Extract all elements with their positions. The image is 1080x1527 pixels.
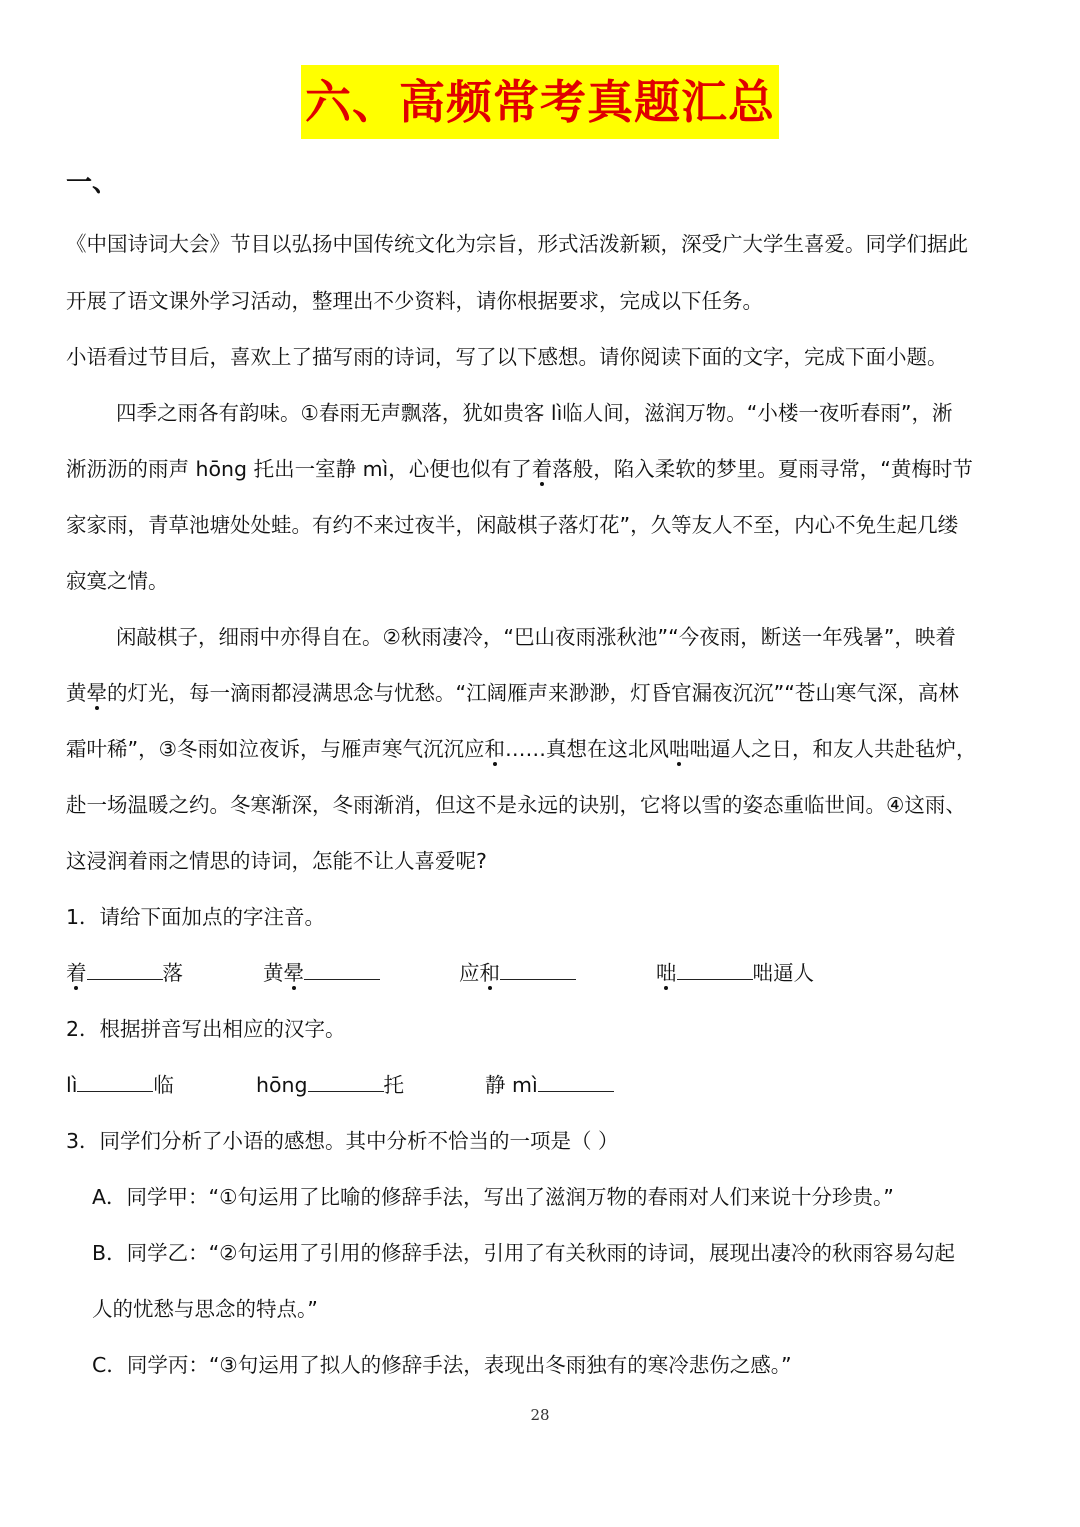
q1-item-3 bbox=[459, 959, 576, 987]
text-span: 应 bbox=[459, 961, 480, 985]
text-span: 落 bbox=[162, 961, 183, 985]
passage-p1-line-1: 四季之雨各有韵味。①春雨无声飘落，犹如贵客 lì临人间，滋润万物。“小楼一夜听春雨”，淅 bbox=[116, 401, 953, 425]
dotted-char: 晕 bbox=[283, 961, 304, 985]
text-span: 落般，陷入柔软的梦里。夏雨寻常，“黄梅时节 bbox=[552, 457, 973, 481]
answer-blank[interactable] bbox=[500, 959, 576, 980]
question-3-prompt: 3．同学们分析了小语的感想。其中分析不恰当的一项是（ ） bbox=[66, 1129, 619, 1153]
answer-blank[interactable] bbox=[538, 1071, 614, 1092]
text-span: 霜叶稀”，③冬雨如泣夜诉，与雁声寒气沉沉应 bbox=[66, 737, 485, 761]
intro-line-3: 小语看过节目后，喜欢上了描写雨的诗词，写了以下感想。请你阅读下面的文字，完成下面小题。 bbox=[66, 345, 948, 369]
text-span: hōng bbox=[256, 1073, 308, 1097]
dotted-char: 咄 bbox=[669, 737, 690, 761]
dotted-char: 晕 bbox=[86, 681, 107, 705]
passage-p2-line-1: 闲敲棋子，细雨中亦得自在。②秋雨凄冷，“巴山夜雨涨秋池”“今夜雨，断送一年残暑”，映着 bbox=[116, 625, 956, 649]
text-span: 淅沥沥的雨声 hōng 托出一室静 mì，心便也似有了 bbox=[66, 457, 532, 481]
dotted-char: 和 bbox=[479, 961, 500, 985]
question-3-option-b: B．同学乙：“②句运用了引用的修辞手法，引用了有关秋雨的诗词，展现出凄冷的秋雨容易勾起 bbox=[92, 1241, 956, 1265]
dotted-char: 咄 bbox=[656, 961, 677, 985]
question-3-option-b-cont: 人的忧愁与思念的特点。” bbox=[92, 1297, 318, 1321]
text-span: 黄 bbox=[66, 681, 87, 705]
answer-blank[interactable] bbox=[77, 1071, 153, 1092]
q1-item-4 bbox=[656, 959, 814, 987]
passage-p2-line-2 bbox=[66, 679, 1026, 707]
question-2-prompt: 2．根据拼音写出相应的汉字。 bbox=[66, 1017, 346, 1041]
answer-blank[interactable] bbox=[677, 959, 753, 980]
text-span: 黄 bbox=[263, 961, 284, 985]
q1-item-2 bbox=[263, 959, 380, 987]
text-span: 静 mì bbox=[485, 1073, 538, 1097]
dotted-char: 着 bbox=[66, 961, 87, 985]
text-span: 的灯光，每一滴雨都浸满思念与忧愁。“江阔雁声来渺渺，灯昏官漏夜沉沉”“苍山寒气深，高林 bbox=[107, 681, 959, 705]
answer-blank[interactable] bbox=[87, 959, 163, 980]
passage-p1-line-2 bbox=[66, 455, 1026, 483]
text-span: 咄逼人 bbox=[752, 961, 814, 985]
question-3-option-a: A．同学甲：“①句运用了比喻的修辞手法，写出了滋润万物的春雨对人们来说十分珍贵。” bbox=[92, 1185, 894, 1209]
passage-p2-line-4: 赴一场温暖之约。冬寒渐深，冬雨渐消，但这不是永远的诀别，它将以雪的姿态重临世间。④这雨、 bbox=[66, 793, 966, 817]
q2-item-3 bbox=[485, 1071, 614, 1099]
question-1-prompt: 1．请给下面加点的字注音。 bbox=[66, 905, 326, 929]
page-number: 28 bbox=[530, 1406, 550, 1424]
page-title: 六、高频常考真题汇总 bbox=[301, 65, 779, 139]
dotted-char: 和 bbox=[484, 737, 505, 761]
text-span: 临 bbox=[153, 1073, 174, 1097]
q2-item-2 bbox=[256, 1071, 404, 1099]
text-span: 咄逼人之日，和友人共赴毡炉， bbox=[689, 737, 977, 761]
text-span: ……真想在这北风 bbox=[505, 737, 669, 761]
answer-blank[interactable] bbox=[308, 1071, 384, 1092]
title-wrap bbox=[0, 65, 1080, 139]
text-span: lì bbox=[66, 1073, 78, 1097]
q2-item-1 bbox=[66, 1071, 174, 1099]
passage-p1-line-4: 寂寞之情。 bbox=[66, 569, 169, 593]
answer-blank[interactable] bbox=[304, 959, 380, 980]
passage-p1-line-3: 家家雨，青草池塘处处蛙。有约不来过夜半，闲敲棋子落灯花”，久等友人不至，内心不免生起几缕 bbox=[66, 513, 959, 537]
intro-line-1: 《中国诗词大会》节目以弘扬中国传统文化为宗旨，形式活泼新颖，深受广大学生喜爱。同学们据此 bbox=[66, 232, 968, 256]
dotted-char: 着 bbox=[531, 457, 553, 481]
question-3-option-c: C．同学丙：“③句运用了拟人的修辞手法，表现出冬雨独有的寒冷悲伤之感。” bbox=[92, 1353, 792, 1377]
passage-p2-line-3 bbox=[66, 735, 1026, 763]
section-heading: 一、 bbox=[66, 168, 119, 198]
q1-item-1 bbox=[66, 959, 183, 987]
passage-p2-line-5: 这浸润着雨之情思的诗词，怎能不让人喜爱呢? bbox=[66, 849, 487, 873]
text-span: 托 bbox=[383, 1073, 405, 1097]
intro-line-2: 开展了语文课外学习活动，整理出不少资料，请你根据要求，完成以下任务。 bbox=[66, 289, 763, 313]
